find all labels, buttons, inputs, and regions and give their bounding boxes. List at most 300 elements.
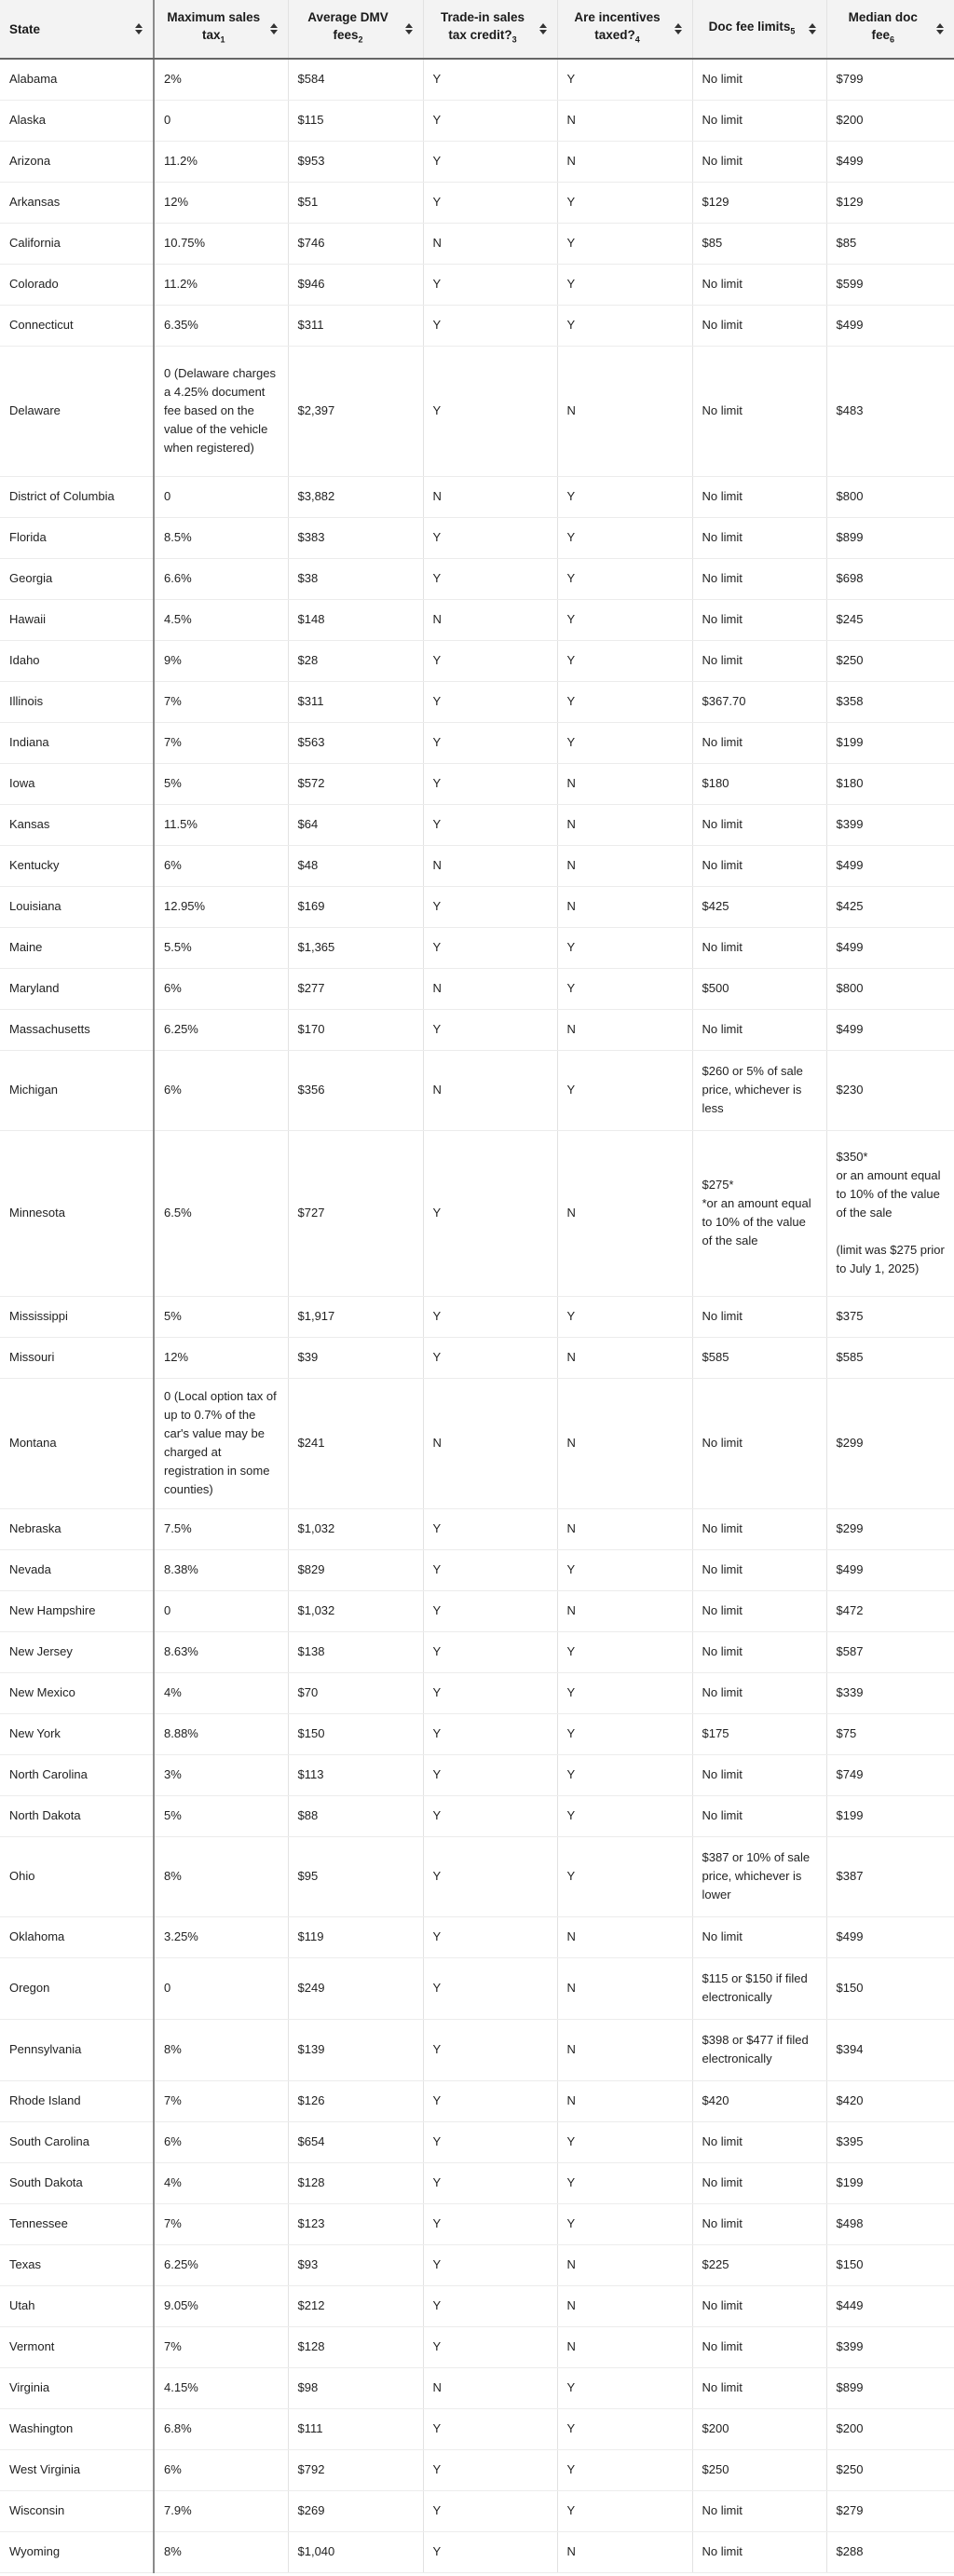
cell-state: Iowa bbox=[0, 763, 154, 804]
cell-doc-fee-limits: No limit bbox=[692, 2285, 826, 2326]
cell-trade-in-credit: Y bbox=[423, 1631, 557, 1672]
cell-max-sales-tax: 8.88% bbox=[154, 1713, 288, 1754]
cell-doc-fee-limits: $500 bbox=[692, 968, 826, 1009]
table-row bbox=[0, 886, 954, 927]
cell-median-doc-fee: $799 bbox=[826, 59, 954, 100]
cell-avg-dmv-fees: $829 bbox=[288, 1549, 423, 1590]
cell-max-sales-tax: 0 (Local option tax of up to 0.7% of the car's value may be charged at registration in some counties) bbox=[154, 1378, 288, 1508]
column-header-label: Median doc fee$_6$ bbox=[848, 10, 918, 45]
cell-incentives-taxed: Y bbox=[557, 2367, 692, 2408]
cell-state: District of Columbia bbox=[0, 476, 154, 517]
table-row bbox=[0, 2080, 954, 2121]
cell-state: Connecticut bbox=[0, 305, 154, 346]
cell-doc-fee-limits: No limit bbox=[692, 476, 826, 517]
cell-state: Alabama bbox=[0, 59, 154, 100]
cell-median-doc-fee: $472 bbox=[826, 1590, 954, 1631]
cell-median-doc-fee: $129 bbox=[826, 182, 954, 223]
cell-state: Oklahoma bbox=[0, 1916, 154, 1957]
cell-state: Michigan bbox=[0, 1050, 154, 1130]
cell-max-sales-tax: 0 bbox=[154, 100, 288, 141]
cell-trade-in-credit: Y bbox=[423, 1836, 557, 1916]
cell-avg-dmv-fees: $128 bbox=[288, 2326, 423, 2367]
cell-avg-dmv-fees: $1,040 bbox=[288, 2531, 423, 2572]
column-header-state[interactable] bbox=[0, 0, 154, 59]
cell-incentives-taxed: N bbox=[557, 2285, 692, 2326]
cell-median-doc-fee: $499 bbox=[826, 1009, 954, 1050]
cell-state: North Dakota bbox=[0, 1795, 154, 1836]
cell-avg-dmv-fees: $572 bbox=[288, 763, 423, 804]
cell-median-doc-fee: $587 bbox=[826, 1631, 954, 1672]
cell-doc-fee-limits: No limit bbox=[692, 1754, 826, 1795]
cell-trade-in-credit: N bbox=[423, 845, 557, 886]
cell-median-doc-fee: $299 bbox=[826, 1508, 954, 1549]
sort-icon[interactable] bbox=[808, 23, 817, 34]
column-header-doc-fee-limits[interactable] bbox=[692, 0, 826, 59]
cell-state: Louisiana bbox=[0, 886, 154, 927]
cell-doc-fee-limits: $200 bbox=[692, 2408, 826, 2449]
cell-incentives-taxed: Y bbox=[557, 2449, 692, 2490]
cell-median-doc-fee: $399 bbox=[826, 804, 954, 845]
table-row bbox=[0, 1296, 954, 1337]
cell-incentives-taxed: N bbox=[557, 1130, 692, 1296]
cell-max-sales-tax: 6% bbox=[154, 1050, 288, 1130]
cell-median-doc-fee: $199 bbox=[826, 1795, 954, 1836]
cell-state: Indiana bbox=[0, 722, 154, 763]
cell-max-sales-tax: 5% bbox=[154, 1795, 288, 1836]
table-row bbox=[0, 1713, 954, 1754]
cell-incentives-taxed: N bbox=[557, 141, 692, 182]
cell-trade-in-credit: Y bbox=[423, 2203, 557, 2244]
cell-incentives-taxed: N bbox=[557, 1957, 692, 2019]
cell-trade-in-credit: Y bbox=[423, 2244, 557, 2285]
table-row bbox=[0, 1337, 954, 1378]
cell-incentives-taxed: Y bbox=[557, 517, 692, 558]
cell-max-sales-tax: 12% bbox=[154, 1337, 288, 1378]
cell-max-sales-tax: 4.5% bbox=[154, 599, 288, 640]
cell-avg-dmv-fees: $148 bbox=[288, 599, 423, 640]
cell-incentives-taxed: Y bbox=[557, 1549, 692, 1590]
cell-median-doc-fee: $749 bbox=[826, 1754, 954, 1795]
cell-state: Delaware bbox=[0, 346, 154, 476]
table-row bbox=[0, 59, 954, 100]
cell-incentives-taxed: Y bbox=[557, 1795, 692, 1836]
cell-max-sales-tax: 7% bbox=[154, 2080, 288, 2121]
cell-max-sales-tax: 7% bbox=[154, 2203, 288, 2244]
table-row bbox=[0, 517, 954, 558]
cell-max-sales-tax: 5% bbox=[154, 763, 288, 804]
cell-state: Montana bbox=[0, 1378, 154, 1508]
cell-median-doc-fee: $499 bbox=[826, 927, 954, 968]
cell-state: Washington bbox=[0, 2408, 154, 2449]
cell-avg-dmv-fees: $88 bbox=[288, 1795, 423, 1836]
cell-avg-dmv-fees: $139 bbox=[288, 2019, 423, 2080]
cell-avg-dmv-fees: $654 bbox=[288, 2121, 423, 2162]
table-row bbox=[0, 2203, 954, 2244]
cell-doc-fee-limits: $367.70 bbox=[692, 681, 826, 722]
cell-max-sales-tax: 8.38% bbox=[154, 1549, 288, 1590]
cell-incentives-taxed: Y bbox=[557, 59, 692, 100]
cell-max-sales-tax: 6.25% bbox=[154, 1009, 288, 1050]
cell-trade-in-credit: Y bbox=[423, 1130, 557, 1296]
cell-doc-fee-limits: No limit bbox=[692, 100, 826, 141]
sort-icon[interactable] bbox=[404, 23, 414, 34]
cell-trade-in-credit: Y bbox=[423, 927, 557, 968]
cell-state: Wyoming bbox=[0, 2531, 154, 2572]
cell-incentives-taxed: Y bbox=[557, 2203, 692, 2244]
cell-median-doc-fee: $599 bbox=[826, 264, 954, 305]
cell-max-sales-tax: 8% bbox=[154, 2019, 288, 2080]
cell-avg-dmv-fees: $249 bbox=[288, 1957, 423, 2019]
cell-median-doc-fee: $899 bbox=[826, 517, 954, 558]
cell-trade-in-credit: Y bbox=[423, 2080, 557, 2121]
column-header-label: Average DMV fees$_2$ bbox=[307, 10, 388, 45]
cell-incentives-taxed: Y bbox=[557, 1836, 692, 1916]
cell-avg-dmv-fees: $115 bbox=[288, 100, 423, 141]
cell-trade-in-credit: Y bbox=[423, 1672, 557, 1713]
cell-median-doc-fee: $358 bbox=[826, 681, 954, 722]
cell-median-doc-fee: $350* or an amount equal to 10% of the value of the sale (limit was $275 prior to July 1, 2025) bbox=[826, 1130, 954, 1296]
cell-state: Kentucky bbox=[0, 845, 154, 886]
cell-doc-fee-limits: No limit bbox=[692, 517, 826, 558]
cell-incentives-taxed: N bbox=[557, 804, 692, 845]
cell-avg-dmv-fees: $28 bbox=[288, 640, 423, 681]
cell-median-doc-fee: $800 bbox=[826, 968, 954, 1009]
cell-incentives-taxed: Y bbox=[557, 1296, 692, 1337]
cell-avg-dmv-fees: $746 bbox=[288, 223, 423, 264]
cell-doc-fee-limits: $398 or $477 if filed electronically bbox=[692, 2019, 826, 2080]
cell-max-sales-tax: 4% bbox=[154, 2162, 288, 2203]
cell-trade-in-credit: Y bbox=[423, 1957, 557, 2019]
column-header-label: State bbox=[9, 21, 41, 36]
cell-incentives-taxed: N bbox=[557, 2019, 692, 2080]
cell-max-sales-tax: 3.25% bbox=[154, 1916, 288, 1957]
column-header-label: Trade-in sales tax $credit?_3$ bbox=[440, 10, 525, 45]
cell-max-sales-tax: 9% bbox=[154, 640, 288, 681]
cell-avg-dmv-fees: $169 bbox=[288, 886, 423, 927]
cell-median-doc-fee: $800 bbox=[826, 476, 954, 517]
cell-doc-fee-limits: No limit bbox=[692, 2162, 826, 2203]
cell-avg-dmv-fees: $946 bbox=[288, 264, 423, 305]
cell-state: Arizona bbox=[0, 141, 154, 182]
cell-doc-fee-limits: No limit bbox=[692, 2490, 826, 2531]
cell-max-sales-tax: 8.5% bbox=[154, 517, 288, 558]
cell-max-sales-tax: 5% bbox=[154, 1296, 288, 1337]
cell-incentives-taxed: N bbox=[557, 763, 692, 804]
cell-trade-in-credit: N bbox=[423, 476, 557, 517]
cell-state: Vermont bbox=[0, 2326, 154, 2367]
cell-incentives-taxed: Y bbox=[557, 1050, 692, 1130]
cell-doc-fee-limits: No limit bbox=[692, 1590, 826, 1631]
table-row bbox=[0, 2244, 954, 2285]
cell-incentives-taxed: Y bbox=[557, 722, 692, 763]
cell-avg-dmv-fees: $113 bbox=[288, 1754, 423, 1795]
cell-state: Pennsylvania bbox=[0, 2019, 154, 2080]
cell-avg-dmv-fees: $1,917 bbox=[288, 1296, 423, 1337]
cell-median-doc-fee: $150 bbox=[826, 1957, 954, 2019]
column-header-avg-dmv-fees[interactable] bbox=[288, 0, 423, 59]
cell-incentives-taxed: Y bbox=[557, 305, 692, 346]
cell-median-doc-fee: $199 bbox=[826, 722, 954, 763]
cell-incentives-taxed: N bbox=[557, 1590, 692, 1631]
cell-doc-fee-limits: $275* *or an amount equal to 10% of the value of the sale bbox=[692, 1130, 826, 1296]
sort-icon[interactable] bbox=[134, 23, 143, 34]
cell-doc-fee-limits: No limit bbox=[692, 141, 826, 182]
cell-state: New York bbox=[0, 1713, 154, 1754]
table-row bbox=[0, 100, 954, 141]
cell-state: Texas bbox=[0, 2244, 154, 2285]
cell-state: Tennessee bbox=[0, 2203, 154, 2244]
cell-incentives-taxed: N bbox=[557, 1009, 692, 1050]
table-row bbox=[0, 1631, 954, 1672]
cell-trade-in-credit: Y bbox=[423, 2490, 557, 2531]
cell-avg-dmv-fees: $128 bbox=[288, 2162, 423, 2203]
table-row bbox=[0, 681, 954, 722]
cell-doc-fee-limits: No limit bbox=[692, 346, 826, 476]
cell-trade-in-credit: Y bbox=[423, 1713, 557, 1754]
table-row bbox=[0, 845, 954, 886]
cell-doc-fee-limits: No limit bbox=[692, 2531, 826, 2572]
cell-trade-in-credit: Y bbox=[423, 100, 557, 141]
cell-avg-dmv-fees: $111 bbox=[288, 2408, 423, 2449]
cell-trade-in-credit: Y bbox=[423, 886, 557, 927]
table-row bbox=[0, 1590, 954, 1631]
table-row bbox=[0, 476, 954, 517]
cell-doc-fee-limits: $175 bbox=[692, 1713, 826, 1754]
cell-state: Colorado bbox=[0, 264, 154, 305]
cell-median-doc-fee: $200 bbox=[826, 2408, 954, 2449]
cell-max-sales-tax: 4.15% bbox=[154, 2367, 288, 2408]
cell-max-sales-tax: 8.63% bbox=[154, 1631, 288, 1672]
table-row bbox=[0, 2408, 954, 2449]
cell-doc-fee-limits: No limit bbox=[692, 1795, 826, 1836]
table-row bbox=[0, 1508, 954, 1549]
cell-incentives-taxed: Y bbox=[557, 1672, 692, 1713]
cell-doc-fee-limits: $129 bbox=[692, 182, 826, 223]
table-row bbox=[0, 2449, 954, 2490]
cell-median-doc-fee: $499 bbox=[826, 1549, 954, 1590]
cell-avg-dmv-fees: $51 bbox=[288, 182, 423, 223]
cell-avg-dmv-fees: $1,365 bbox=[288, 927, 423, 968]
cell-median-doc-fee: $85 bbox=[826, 223, 954, 264]
cell-doc-fee-limits: No limit bbox=[692, 1672, 826, 1713]
cell-median-doc-fee: $395 bbox=[826, 2121, 954, 2162]
cell-doc-fee-limits: No limit bbox=[692, 1296, 826, 1337]
cell-median-doc-fee: $199 bbox=[826, 2162, 954, 2203]
cell-trade-in-credit: Y bbox=[423, 763, 557, 804]
cell-doc-fee-limits: No limit bbox=[692, 1378, 826, 1508]
cell-avg-dmv-fees: $70 bbox=[288, 1672, 423, 1713]
table-row bbox=[0, 1916, 954, 1957]
column-header-median-doc-fee[interactable] bbox=[826, 0, 954, 59]
cell-state: Arkansas bbox=[0, 182, 154, 223]
cell-median-doc-fee: $245 bbox=[826, 599, 954, 640]
cell-max-sales-tax: 6.35% bbox=[154, 305, 288, 346]
cell-state: Maryland bbox=[0, 968, 154, 1009]
sort-icon[interactable] bbox=[538, 23, 548, 34]
table-row bbox=[0, 722, 954, 763]
cell-doc-fee-limits: $387 or 10% of sale price, whichever is lower bbox=[692, 1836, 826, 1916]
cell-state: Alaska bbox=[0, 100, 154, 141]
cell-max-sales-tax: 6% bbox=[154, 968, 288, 1009]
cell-state: California bbox=[0, 223, 154, 264]
cell-median-doc-fee: $499 bbox=[826, 845, 954, 886]
cell-state: Massachusetts bbox=[0, 1009, 154, 1050]
cell-median-doc-fee: $250 bbox=[826, 2449, 954, 2490]
cell-median-doc-fee: $498 bbox=[826, 2203, 954, 2244]
cell-incentives-taxed: N bbox=[557, 2531, 692, 2572]
table-row bbox=[0, 2326, 954, 2367]
cell-trade-in-credit: Y bbox=[423, 2285, 557, 2326]
cell-state: Kansas bbox=[0, 804, 154, 845]
cell-state: New Hampshire bbox=[0, 1590, 154, 1631]
cell-doc-fee-limits: No limit bbox=[692, 59, 826, 100]
table-row bbox=[0, 305, 954, 346]
table-row bbox=[0, 2367, 954, 2408]
cell-doc-fee-limits: $225 bbox=[692, 2244, 826, 2285]
cell-trade-in-credit: Y bbox=[423, 1549, 557, 1590]
table-row bbox=[0, 1957, 954, 2019]
cell-doc-fee-limits: No limit bbox=[692, 2367, 826, 2408]
cell-trade-in-credit: Y bbox=[423, 2408, 557, 2449]
cell-doc-fee-limits: No limit bbox=[692, 264, 826, 305]
cell-state: Illinois bbox=[0, 681, 154, 722]
cell-doc-fee-limits: No limit bbox=[692, 845, 826, 886]
cell-max-sales-tax: 3% bbox=[154, 1754, 288, 1795]
cell-avg-dmv-fees: $48 bbox=[288, 845, 423, 886]
table-row bbox=[0, 1795, 954, 1836]
cell-state: Ohio bbox=[0, 1836, 154, 1916]
cell-doc-fee-limits: No limit bbox=[692, 1549, 826, 1590]
table-row bbox=[0, 558, 954, 599]
table-row bbox=[0, 1754, 954, 1795]
cell-max-sales-tax: 7.9% bbox=[154, 2490, 288, 2531]
cell-max-sales-tax: 6.8% bbox=[154, 2408, 288, 2449]
cell-median-doc-fee: $375 bbox=[826, 1296, 954, 1337]
cell-trade-in-credit: Y bbox=[423, 182, 557, 223]
cell-doc-fee-limits: $85 bbox=[692, 223, 826, 264]
cell-max-sales-tax: 12.95% bbox=[154, 886, 288, 927]
cell-state: Virginia bbox=[0, 2367, 154, 2408]
header-row bbox=[0, 0, 954, 59]
cell-avg-dmv-fees: $277 bbox=[288, 968, 423, 1009]
cell-avg-dmv-fees: $123 bbox=[288, 2203, 423, 2244]
sort-icon[interactable] bbox=[935, 23, 945, 34]
cell-trade-in-credit: Y bbox=[423, 59, 557, 100]
cell-max-sales-tax: 5.5% bbox=[154, 927, 288, 968]
cell-trade-in-credit: Y bbox=[423, 681, 557, 722]
cell-incentives-taxed: N bbox=[557, 2080, 692, 2121]
cell-doc-fee-limits: $115 or $150 if filed electronically bbox=[692, 1957, 826, 2019]
cell-avg-dmv-fees: $383 bbox=[288, 517, 423, 558]
cell-avg-dmv-fees: $727 bbox=[288, 1130, 423, 1296]
cell-max-sales-tax: 6% bbox=[154, 2121, 288, 2162]
cell-state: Oregon bbox=[0, 1957, 154, 2019]
table-row bbox=[0, 1009, 954, 1050]
cell-trade-in-credit: Y bbox=[423, 141, 557, 182]
cell-max-sales-tax: 7.5% bbox=[154, 1508, 288, 1549]
cell-incentives-taxed: N bbox=[557, 2244, 692, 2285]
cell-avg-dmv-fees: $39 bbox=[288, 1337, 423, 1378]
cell-state: North Carolina bbox=[0, 1754, 154, 1795]
cell-incentives-taxed: N bbox=[557, 1916, 692, 1957]
cell-trade-in-credit: Y bbox=[423, 346, 557, 476]
column-header-incentives-taxed[interactable] bbox=[557, 0, 692, 59]
cell-max-sales-tax: 6.5% bbox=[154, 1130, 288, 1296]
table-row bbox=[0, 2162, 954, 2203]
cell-avg-dmv-fees: $1,032 bbox=[288, 1590, 423, 1631]
cell-max-sales-tax: 7% bbox=[154, 722, 288, 763]
cell-median-doc-fee: $449 bbox=[826, 2285, 954, 2326]
sort-icon[interactable] bbox=[269, 23, 279, 34]
cell-trade-in-credit: N bbox=[423, 1378, 557, 1508]
cell-trade-in-credit: Y bbox=[423, 640, 557, 681]
cell-trade-in-credit: N bbox=[423, 968, 557, 1009]
cell-doc-fee-limits: No limit bbox=[692, 1009, 826, 1050]
table-row bbox=[0, 2121, 954, 2162]
cell-doc-fee-limits: No limit bbox=[692, 804, 826, 845]
cell-trade-in-credit: Y bbox=[423, 2121, 557, 2162]
cell-trade-in-credit: Y bbox=[423, 722, 557, 763]
cell-incentives-taxed: Y bbox=[557, 599, 692, 640]
cell-state: Missouri bbox=[0, 1337, 154, 1378]
cell-avg-dmv-fees: $241 bbox=[288, 1378, 423, 1508]
cell-doc-fee-limits: No limit bbox=[692, 1631, 826, 1672]
cell-state: South Carolina bbox=[0, 2121, 154, 2162]
cell-avg-dmv-fees: $170 bbox=[288, 1009, 423, 1050]
cell-trade-in-credit: Y bbox=[423, 2162, 557, 2203]
cell-doc-fee-limits: No limit bbox=[692, 640, 826, 681]
table-row bbox=[0, 2019, 954, 2080]
cell-doc-fee-limits: No limit bbox=[692, 2203, 826, 2244]
cell-median-doc-fee: $250 bbox=[826, 640, 954, 681]
cell-incentives-taxed: Y bbox=[557, 558, 692, 599]
cell-median-doc-fee: $180 bbox=[826, 763, 954, 804]
column-header-max-sales-tax[interactable] bbox=[154, 0, 288, 59]
cell-avg-dmv-fees: $269 bbox=[288, 2490, 423, 2531]
cell-median-doc-fee: $483 bbox=[826, 346, 954, 476]
cell-doc-fee-limits: $260 or 5% of sale price, whichever is less bbox=[692, 1050, 826, 1130]
column-header-trade-in-credit[interactable] bbox=[423, 0, 557, 59]
cell-median-doc-fee: $150 bbox=[826, 2244, 954, 2285]
cell-doc-fee-limits: No limit bbox=[692, 558, 826, 599]
cell-state: Maine bbox=[0, 927, 154, 968]
cell-incentives-taxed: Y bbox=[557, 182, 692, 223]
cell-incentives-taxed: Y bbox=[557, 223, 692, 264]
cell-max-sales-tax: 12% bbox=[154, 182, 288, 223]
cell-trade-in-credit: N bbox=[423, 2367, 557, 2408]
table-row bbox=[0, 264, 954, 305]
cell-incentives-taxed: N bbox=[557, 100, 692, 141]
cell-avg-dmv-fees: $584 bbox=[288, 59, 423, 100]
cell-trade-in-credit: Y bbox=[423, 2019, 557, 2080]
cell-incentives-taxed: Y bbox=[557, 2408, 692, 2449]
cell-trade-in-credit: N bbox=[423, 1050, 557, 1130]
table-row bbox=[0, 2285, 954, 2326]
cell-state: Rhode Island bbox=[0, 2080, 154, 2121]
column-header-label: Are incentives $taxed?_4$ bbox=[574, 10, 661, 45]
cell-state: Florida bbox=[0, 517, 154, 558]
cell-incentives-taxed: N bbox=[557, 2326, 692, 2367]
sort-icon[interactable] bbox=[674, 23, 683, 34]
cell-median-doc-fee: $279 bbox=[826, 2490, 954, 2531]
cell-incentives-taxed: N bbox=[557, 1508, 692, 1549]
cell-trade-in-credit: Y bbox=[423, 2449, 557, 2490]
cell-max-sales-tax: 7% bbox=[154, 681, 288, 722]
cell-state: Idaho bbox=[0, 640, 154, 681]
cell-incentives-taxed: Y bbox=[557, 640, 692, 681]
table-row bbox=[0, 599, 954, 640]
cell-incentives-taxed: Y bbox=[557, 1754, 692, 1795]
